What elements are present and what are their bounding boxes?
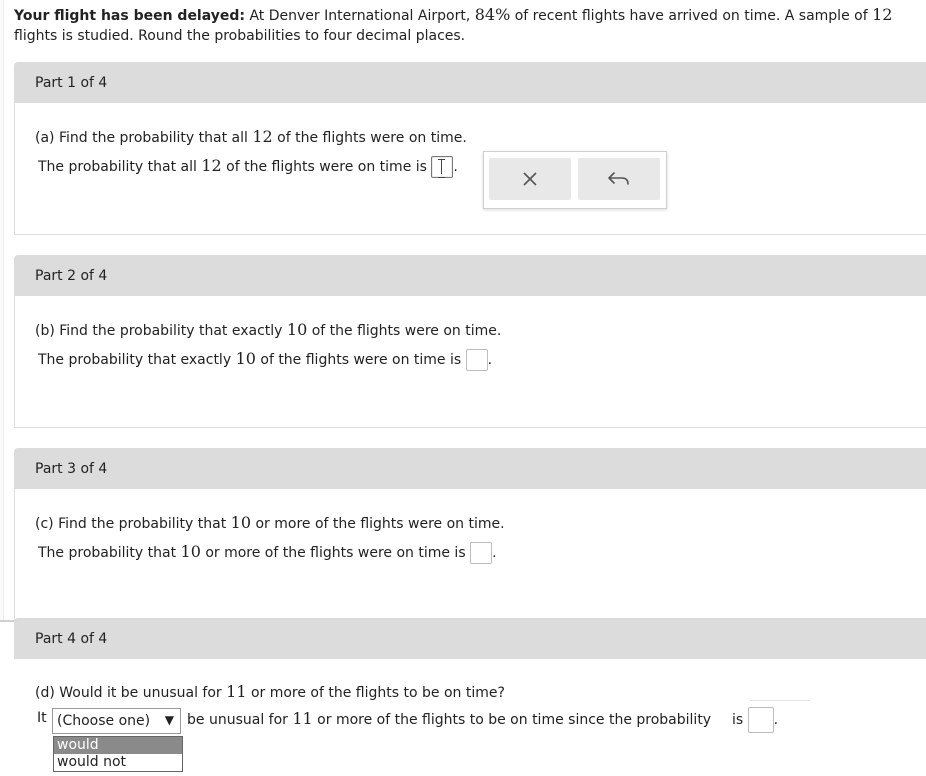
part-1-question-number: 12 — [252, 127, 273, 146]
part-2-question: (b) Find the probability that exactly 10 of the flights were on time. — [35, 320, 502, 339]
undo-arrow-icon — [606, 169, 632, 189]
part-2-header — [14, 255, 926, 296]
select-options-list — [53, 736, 183, 772]
intro-text-1: At Denver International Airport, — [245, 8, 475, 24]
left-edge — [0, 0, 4, 620]
part-4-title: Part 4 of 4 — [35, 631, 108, 647]
part-1-statement-number: 12 — [201, 156, 222, 175]
part-3-question-number: 10 — [230, 513, 252, 532]
part-2-statement: The probability that exactly 10 of the flights were on time is . — [38, 349, 492, 371]
part-2-question-number: 10 — [286, 320, 308, 339]
part-4-statement-start: It — [37, 710, 47, 726]
intro-text-3: flights is studied. Round the probabilities to four decimal places. — [14, 28, 466, 44]
part-3-title: Part 3 of 4 — [35, 461, 108, 477]
part-3-header — [14, 448, 926, 489]
divider — [0, 620, 14, 622]
part-1-title: Part 1 of 4 — [35, 75, 108, 91]
part-2-statement-number: 10 — [235, 349, 256, 368]
intro-title: Your flight has been delayed: — [14, 8, 245, 24]
part-4-question-number: 11 — [226, 682, 247, 701]
option-would[interactable]: would — [54, 737, 182, 754]
intro-sample-size: 12 — [872, 5, 893, 24]
part-2-title: Part 2 of 4 — [35, 268, 108, 284]
select-value: (Choose one) — [57, 713, 151, 729]
clear-button[interactable] — [489, 158, 571, 200]
x-icon — [521, 170, 539, 188]
part-2-answer-input[interactable] — [466, 349, 488, 371]
part-4-question: (d) Would it be unusual for 11 or more of the flights to be on time? — [35, 682, 505, 701]
part-4-statement-end: is . — [732, 707, 778, 733]
part-4-statement-middle: be unusual for 11 or more of the flights to be on time since the probability — [187, 709, 712, 728]
part-1-statement: The probability that all 12 of the flights were on time is . — [38, 156, 458, 178]
part-4-statement-number: 11 — [292, 709, 313, 728]
part-4-header — [14, 618, 926, 659]
intro-percent: 84% — [474, 5, 511, 24]
part-1-header — [14, 62, 926, 103]
divider — [750, 700, 810, 701]
undo-button[interactable] — [578, 158, 660, 200]
part-4-answer-input[interactable] — [748, 707, 774, 733]
math-keypad — [483, 151, 667, 209]
option-would-not[interactable]: would not — [57, 754, 127, 770]
part-1-question: (a) Find the probability that all 12 of the flights were on time. — [35, 127, 467, 146]
chevron-down-icon: ▼ — [164, 713, 174, 727]
intro-text-2: of recent flights have arrived on time. A sample of — [510, 8, 873, 24]
part-3-statement: The probability that 10 or more of the flights were on time is . — [38, 542, 497, 564]
part-1-answer-input[interactable] — [431, 156, 453, 178]
part-3-question: (c) Find the probability that 10 or more of the flights were on time. — [35, 513, 505, 532]
part-3-statement-number: 10 — [180, 542, 201, 561]
part-3-answer-input[interactable] — [470, 542, 492, 564]
problem-statement — [14, 5, 914, 46]
would-select[interactable] — [52, 708, 181, 734]
